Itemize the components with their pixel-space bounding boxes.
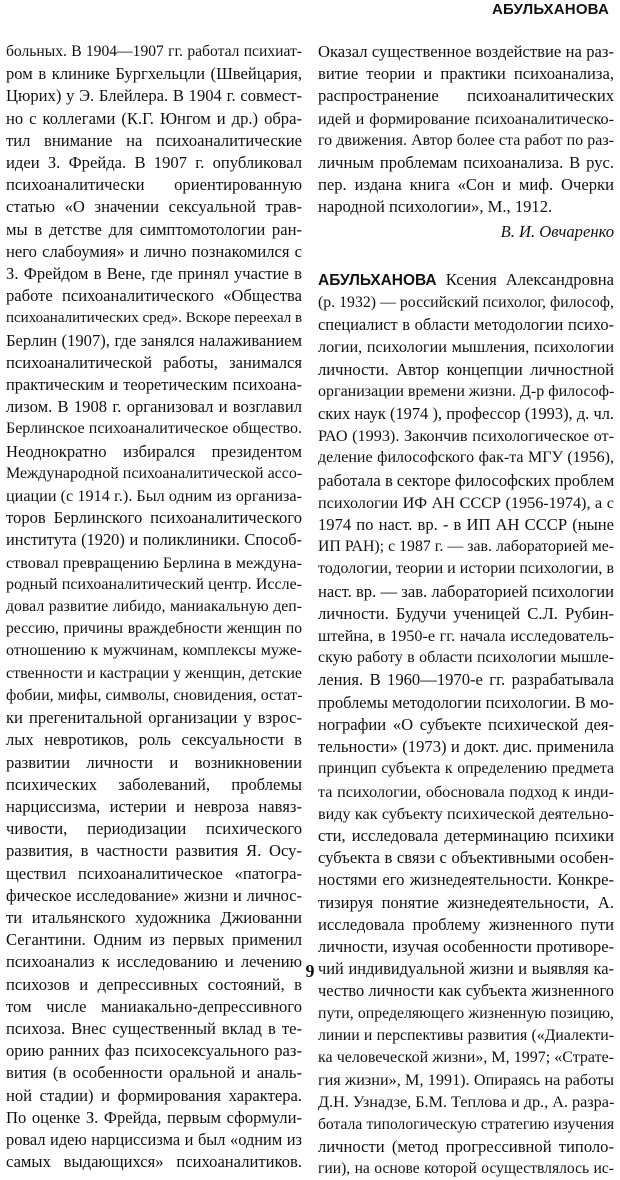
text-line: исследовала проблему жизненного пути bbox=[318, 914, 614, 934]
text-line: довал развитие либидо, маниакальную деп- bbox=[6, 598, 302, 616]
text-line: личным проблемам психоанализа. В рус. bbox=[318, 153, 614, 173]
text-line: психоаналитически ориентированную bbox=[6, 175, 302, 195]
text-line: но с коллегами (К.Г. Юнгом и др.) обра- bbox=[6, 108, 302, 128]
text-line: Цюрих) у Э. Блейлера. В 1904 г. совмест- bbox=[6, 86, 302, 106]
text-line: тил внимание на психоаналитические bbox=[6, 130, 302, 150]
text-line: виду как субъекту психической деятельно- bbox=[318, 804, 614, 823]
text-line: гия жизни», М, 1991). Опираясь на работы bbox=[318, 1071, 614, 1090]
text-line: народной психологии», М., 1912. bbox=[318, 197, 553, 217]
text-line: По оценке З. Фрейда, первым сформули- bbox=[6, 1107, 302, 1127]
text-line: чество личности как субъекта жизненного bbox=[318, 981, 614, 1001]
text-line: наст. вр. — зав. лабораторией психологии bbox=[318, 581, 614, 601]
running-head: АБУЛЬХАНОВА bbox=[492, 1, 609, 18]
text-line: ки прегенитальной организации у взрос- bbox=[6, 708, 302, 728]
text-line: нарциссизма, истерии и невроза навяз- bbox=[6, 796, 302, 816]
entry-gap bbox=[318, 243, 614, 269]
text-line: орию ранних фаз психосексуального раз- bbox=[6, 1041, 302, 1061]
text-line: ских наук (1974 ), профессор (1993), д. чл. bbox=[318, 404, 614, 424]
text-line: ка человеческой жизни», М, 1997; «Страте- bbox=[318, 1048, 614, 1066]
text-line: него слабоумия» и лично познакомился с bbox=[6, 241, 302, 261]
text-line: деление философского фак-та МГУ (1956), bbox=[318, 449, 614, 467]
text-line: Д.Н. Узнадзе, Б.М. Теплова и др., А. разра- bbox=[318, 1093, 615, 1112]
right-column bbox=[318, 41, 614, 1180]
text-line: института (1920) и поликлиники. Способ- bbox=[6, 530, 302, 550]
text-line: личности, изучая особенности противоре- bbox=[318, 936, 614, 956]
text-line: развитии личности и возникновении bbox=[6, 752, 302, 772]
text-line: циации (с 1914 г.). Был одним из организа- bbox=[6, 487, 302, 506]
text-line: (р. 1932) — российский психолог, философ, bbox=[318, 294, 614, 312]
text-line: организации времени жизни. Д-р философ- bbox=[318, 382, 615, 400]
text-line: мы в детстве для симптомотологии ран- bbox=[6, 219, 302, 239]
text-line: линии и перспективы развития («Диалекти- bbox=[318, 1026, 614, 1044]
text-line: та психологии, обосновала подход к инди- bbox=[318, 782, 614, 801]
dictionary-entry bbox=[318, 269, 614, 1180]
text-line: родный психоаналитический центр. Иссле- bbox=[6, 575, 302, 593]
text-line: Сегантини. Одним из первых применил bbox=[6, 930, 302, 950]
text-line: фическое исследование» жизни и личнос- bbox=[6, 885, 302, 905]
text-line: тодологии, теории и истории психологии, в bbox=[318, 560, 614, 578]
text-line: ществил психоаналитическое «патогра- bbox=[6, 863, 302, 883]
text-line: больных. В 1904—1907 гг. работал психиат- bbox=[6, 43, 302, 60]
entry-body bbox=[318, 292, 614, 1180]
text-line: психоза. Внес существенный вклад в те- bbox=[6, 1018, 302, 1038]
text-line: психозов и депрессивных состояний, в bbox=[6, 974, 302, 994]
text-line: ной стадии) и формирования характера. bbox=[6, 1085, 302, 1105]
left-column bbox=[6, 41, 302, 1173]
text-line: статью «О значении сексуальной трав- bbox=[6, 197, 302, 217]
text-line: чий индивидуальной жизни и выявляя ка- bbox=[318, 959, 614, 979]
text-line: фобии, мифы, символы, сновидения, остат- bbox=[6, 686, 303, 704]
text-line: рессию, причины враждебности женщин по bbox=[6, 620, 302, 638]
text-line: З. Фрейдом в Вене, где принял участие в bbox=[6, 264, 302, 284]
text-line: 1974 по наст. вр. - в ИП АН СССР (ныне bbox=[318, 515, 614, 535]
text-line: распространение психоаналитических bbox=[318, 86, 614, 106]
text-line: тизируя понятие жизнедеятельности, А. bbox=[318, 892, 614, 912]
page-number: 9 bbox=[305, 961, 315, 981]
text-line: психоаналитических сред». Вскоре переехал в bbox=[6, 310, 303, 327]
text-line: ровал идею нарциссизма и был «одним из bbox=[6, 1129, 302, 1149]
text-line: штейна, в 1950-е гг. начала исследователь- bbox=[318, 627, 614, 646]
text-line: скую работу в области психологии мышле- bbox=[318, 649, 614, 667]
text-line: Международной психоаналитической ассо- bbox=[6, 464, 303, 482]
text-line: субъекта в связи с объективными особен- bbox=[318, 848, 614, 868]
text-line: Берлинское психоаналитическое общество. bbox=[6, 420, 302, 438]
text-line: ления. В 1960—1970-е гг. разрабатывала bbox=[318, 670, 614, 690]
text-line: работала в секторе философских проблем bbox=[318, 470, 615, 490]
text-line: специалист в области методологии психо- bbox=[318, 315, 614, 335]
text-line: витие теории и практики психоанализа, bbox=[318, 64, 614, 84]
text-line: сти, исследовала детерминацию психики bbox=[318, 825, 614, 845]
text-line: ИП РАН); с 1987 г. — зав. лабораторией ме- bbox=[318, 538, 614, 556]
entry-headword: АБУЛЬХАНОВА bbox=[318, 271, 437, 289]
text-line: ственности и кастрации у женщин, детские bbox=[6, 664, 303, 682]
text-line: психических заболеваний, проблемы bbox=[6, 774, 302, 794]
text-line: ти итальянского художника Джиованни bbox=[6, 907, 302, 927]
text-line: отношению к мужчинам, комплексы муже- bbox=[6, 642, 302, 660]
text-line: ром в клинике Бургхельцли (Швейцария, bbox=[6, 64, 302, 84]
text-line: работе психоаналитического «Общества bbox=[6, 286, 302, 306]
text-line: Берлин (1907), где занялся налаживанием bbox=[6, 330, 302, 350]
text-line: нографии «О субъекте психической дея- bbox=[318, 714, 614, 734]
text-line: лизом. В 1908 г. организовал и возглавил bbox=[6, 397, 302, 417]
text-line: развития, в частности развития Я. Осу- bbox=[6, 841, 302, 861]
text-line: го движения. Автор более ста работ по раз- bbox=[318, 131, 614, 149]
text-line: пути, определяющего жизненную позицию, bbox=[318, 1004, 614, 1022]
text-line: психоаналитической работы, занимался bbox=[6, 352, 302, 372]
text-line: том числе маниакально-депрессивного bbox=[6, 996, 302, 1016]
text-line: личности (метод прогрессивной типоло- bbox=[318, 1136, 614, 1156]
text-line: ствовал превращению Берлина в междуна- bbox=[6, 553, 302, 572]
text-line: проблемы методологии психологии. В мо- bbox=[318, 692, 614, 712]
text-line: идей и формирование психоаналитическо- bbox=[318, 109, 614, 128]
text-line: самых выдающихся» психоаналитиков. bbox=[6, 1152, 302, 1172]
text-line: пер. издана книга «Сон и миф. Очерки bbox=[318, 175, 614, 195]
text-line: ностями его жизнедеятельности. Конкре- bbox=[318, 870, 614, 890]
entry-first-line bbox=[318, 269, 614, 292]
entry-name: Ксения Александровна bbox=[436, 269, 614, 289]
text-line: психологии ИФ АН СССР (1956-1974), а с bbox=[318, 493, 614, 512]
text-line: гии), на основе которой осуществлялось ис- bbox=[318, 1159, 614, 1177]
text-line: логии, психологии мышления, психологии bbox=[318, 338, 614, 357]
text-line: РАО (1993). Закончив психологическое от- bbox=[318, 427, 614, 446]
text-line: лых невротиков, роль сексуальности в bbox=[6, 730, 302, 750]
text-line: чивости, периодизации психического bbox=[6, 819, 302, 839]
text-line: практическим и теоретическим психоана- bbox=[6, 375, 302, 395]
text-line: принцип субъекта к определению предмета bbox=[318, 760, 614, 778]
text-line: личности. Автор концепции личностной bbox=[318, 359, 614, 379]
text-line: тельности» (1973) и докт. дис. применила bbox=[318, 737, 614, 757]
text-line: личности. Будучи ученицей С.Л. Рубин- bbox=[318, 603, 614, 623]
text-line: идеи З. Фрейда. В 1907 г. опубликовал bbox=[6, 153, 302, 173]
text-line: ботала типологическую стратегию изучения bbox=[318, 1115, 614, 1133]
text-line: Неоднократно избирался президентом bbox=[6, 441, 302, 461]
author-signature: В. И. Овчаренко bbox=[500, 221, 614, 241]
text-line: психоанализ к исследованию и лечению bbox=[6, 952, 302, 972]
text-line: вития (в особенности оральной и аналь- bbox=[6, 1063, 302, 1083]
text-line: торов Берлинского психоаналитического bbox=[6, 508, 302, 528]
text-line: Оказал существенное воздействие на раз- bbox=[318, 42, 614, 61]
continuation-paragraph bbox=[318, 41, 614, 219]
